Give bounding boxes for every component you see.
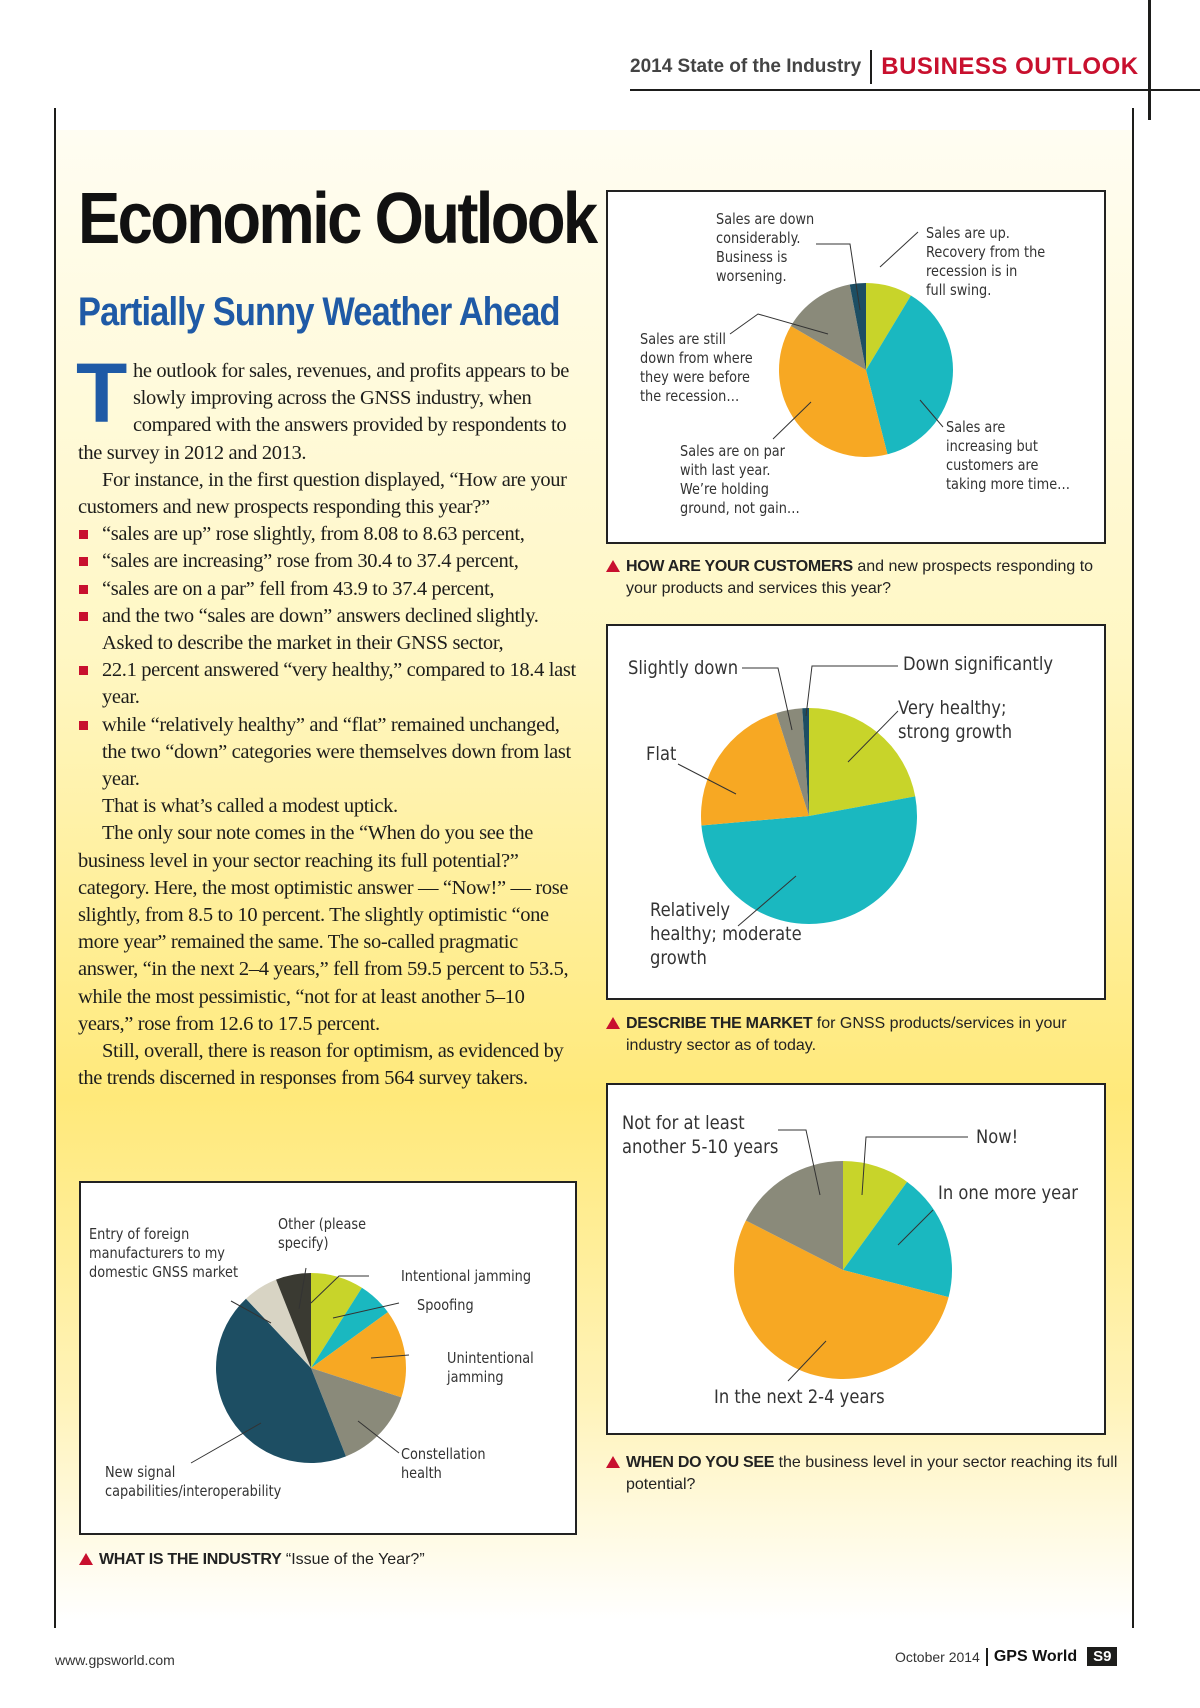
label-now: Now!: [976, 1126, 1019, 1148]
chart-market: [606, 624, 1106, 1000]
paragraph: Asked to describe the market in their GNSS sector,: [102, 632, 504, 655]
header-divider: [870, 50, 872, 84]
label-down-significantly: Down significantly: [903, 653, 1054, 675]
bullet-item: “sales are on a par” fell from 43.9 to 37.4 percent,: [78, 576, 576, 603]
footer-url: www.gpsworld.com: [55, 1652, 175, 1668]
section-title: BUSINESS OUTLOOK: [881, 53, 1139, 80]
label-intentional-jamming: Intentional jamming: [401, 1267, 532, 1285]
caption-full-potential: WHEN DO YOU SEE the business level in your sector reaching its full potential?: [606, 1452, 1122, 1496]
bullet-item: “sales are up” rose slightly, from 8.08 to 8.63 percent,: [78, 521, 576, 548]
header-rule: [630, 89, 1200, 91]
caption-marker-icon: [79, 1553, 93, 1565]
label-unintentional-jamming: Unintentional jamming: [447, 1349, 534, 1386]
chart-customers: [606, 190, 1106, 544]
section-label: 2014 State of the Industry: [630, 56, 862, 77]
paragraph: For instance, in the first question displayed, “How are your customers and new prospects responding this year?”: [78, 468, 567, 519]
lead-paragraph: The outlook for sales, revenues, and profits appears to be slowly improving across the GNSS industry, when compared with the answers provided by respondents to the survey in 2012 and 2013.: [76, 346, 570, 464]
caption-marker-icon: [606, 560, 620, 572]
drop-cap: T: [76, 346, 127, 440]
caption-issue-of-year: WHAT IS THE INDUSTRY “Issue of the Year?”: [79, 1549, 593, 1571]
corner-rule: [1148, 0, 1151, 120]
bullet-item: and the two “sales are down” answers declined slightly.: [78, 603, 576, 630]
label-sales-increasing: Sales are increasing but customers are taking more time…: [946, 418, 1071, 493]
label-other: Other (please specify): [278, 1215, 367, 1252]
bullet-item: while “relatively healthy” and “flat” remained unchanged, the two “down” categories were themselves down from last year.: [78, 712, 576, 794]
footer-folio: [895, 1647, 1117, 1666]
paragraph: The only sour note comes in the “When do you see the business level in your sector reaching its full potential?” category. Here, the most optimistic answer — “Now!” — rose slightly, from 8.5 to 10 percent. The slightly optimistic “one more year” remained the same. The so-called pragmatic answer, “in the next 2–4 years,” fell from 59.5 percent to 53.5, while the most pessimistic, “not for at least another 5–10 years,” rose from 12.6 to 17.5 percent.: [78, 822, 569, 1035]
caption-market: DESCRIBE THE MARKET for GNSS products/services in your industry sector as of today.: [606, 1013, 1122, 1057]
caption-marker-icon: [606, 1456, 620, 1468]
caption-marker-icon: [606, 1017, 620, 1029]
label-sales-up: Sales are up. Recovery from the recession is in full swing.: [926, 224, 1046, 299]
footer-date: October 2014: [895, 1648, 980, 1665]
bullet-item: “sales are increasing” rose from 30.4 to 37.4 percent,: [78, 548, 576, 575]
bullet-item: 22.1 percent answered “very healthy,” compared to 18.4 last year.: [78, 657, 576, 711]
left-rule: [54, 108, 56, 1628]
article-title: Economic Outlook: [78, 179, 596, 259]
caption-customers: HOW ARE YOUR CUSTOMERS and new prospects responding to your products and services this year?: [606, 556, 1122, 600]
right-rule: [1132, 108, 1134, 1628]
label-sales-on-par: Sales are on par with last year. We’re holding ground, not gain…: [680, 442, 800, 517]
chart-issue-of-year: [79, 1181, 577, 1535]
label-spoofing: Spoofing: [417, 1296, 474, 1314]
label-not-for-at-least: Not for at least another 5-10 years: [622, 1112, 779, 1158]
label-very-healthy: Very healthy; strong growth: [898, 697, 1013, 743]
label-constellation-health: Constellation health: [401, 1445, 486, 1482]
running-header: [630, 50, 1139, 84]
label-flat: Flat: [646, 743, 677, 765]
label-relatively-healthy: Relatively healthy; moderate growth: [650, 899, 802, 969]
footer-magazine: GPS World: [993, 1647, 1078, 1665]
label-new-signal-capabilities: New signal capabilities/interoperability: [105, 1463, 282, 1500]
label-next-2-4-years: In the next 2-4 years: [714, 1386, 885, 1408]
label-sales-still-down: Sales are still down from where they were before the recession…: [640, 330, 753, 405]
page-number: S9: [1087, 1647, 1117, 1666]
label-one-more-year: In one more year: [938, 1182, 1078, 1204]
label-slightly-down: Slightly down: [628, 657, 739, 679]
article-body: [76, 346, 576, 1092]
article-subtitle: Partially Sunny Weather Ahead: [78, 290, 560, 334]
chart-full-potential: [606, 1083, 1106, 1435]
paragraph: That is what’s called a modest uptick.: [102, 795, 398, 818]
label-sales-down-considerably: Sales are down considerably. Business is worsening.: [716, 210, 815, 285]
label-entry-of-foreign-manufacturers: Entry of foreign manufacturers to my domestic GNSS market: [89, 1225, 239, 1281]
footer-divider: [986, 1648, 988, 1666]
paragraph: Still, overall, there is reason for optimism, as evidenced by the trends discerned in responses from 564 survey takers.: [78, 1040, 564, 1090]
